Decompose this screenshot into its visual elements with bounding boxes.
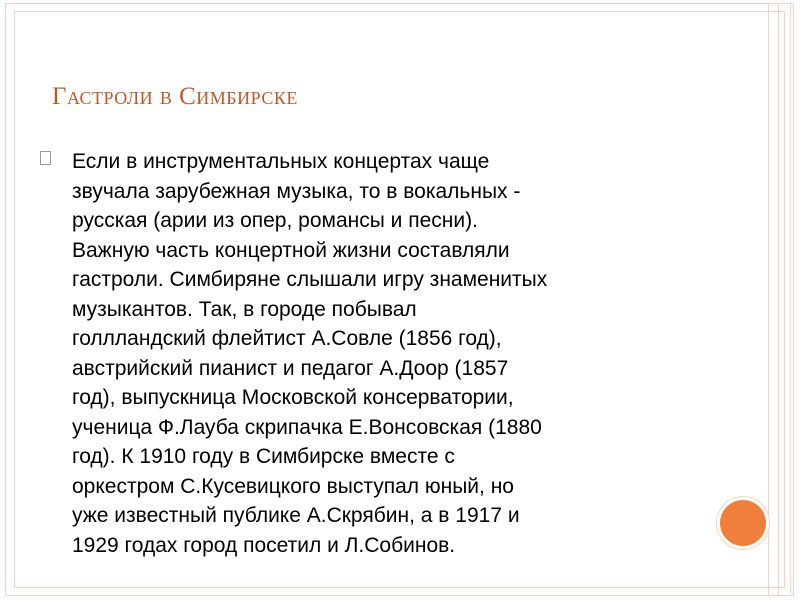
frame-vertical-line — [778, 3, 779, 596]
frame-vertical-line — [768, 3, 769, 596]
slide-title: Гастроли в Симбирске — [52, 83, 298, 110]
frame-vertical-line — [790, 3, 791, 596]
slide-body-text: Если в инструментальных концертах чаще звучала зарубежная музыка, то в вокальных - русская (арии из опер, романсы и песни). Важную часть концертной жизни составляли гастроли. Симбиряне слышали игру знаменитых музыкантов. Так, в городе побывал голлландский флейтист А.Совле (1856 год), австрийский пианист и педагог А.Доор (1857 год), выпускница Московской консерватории, ученица Ф.Лауба скрипачка Е.Вонсовская (1880 год). К 1910 году в Симбирске вместе с оркестром С.Кусевицкого выступал юный, но уже известный публике А.Скрябин, а в 1917 и 1929 годах город посетил и Л.Собинов. — [72, 150, 548, 557]
accent-circle-icon — [717, 497, 769, 549]
bullet-list-item — [40, 147, 690, 560]
square-bullet-icon — [40, 151, 51, 165]
